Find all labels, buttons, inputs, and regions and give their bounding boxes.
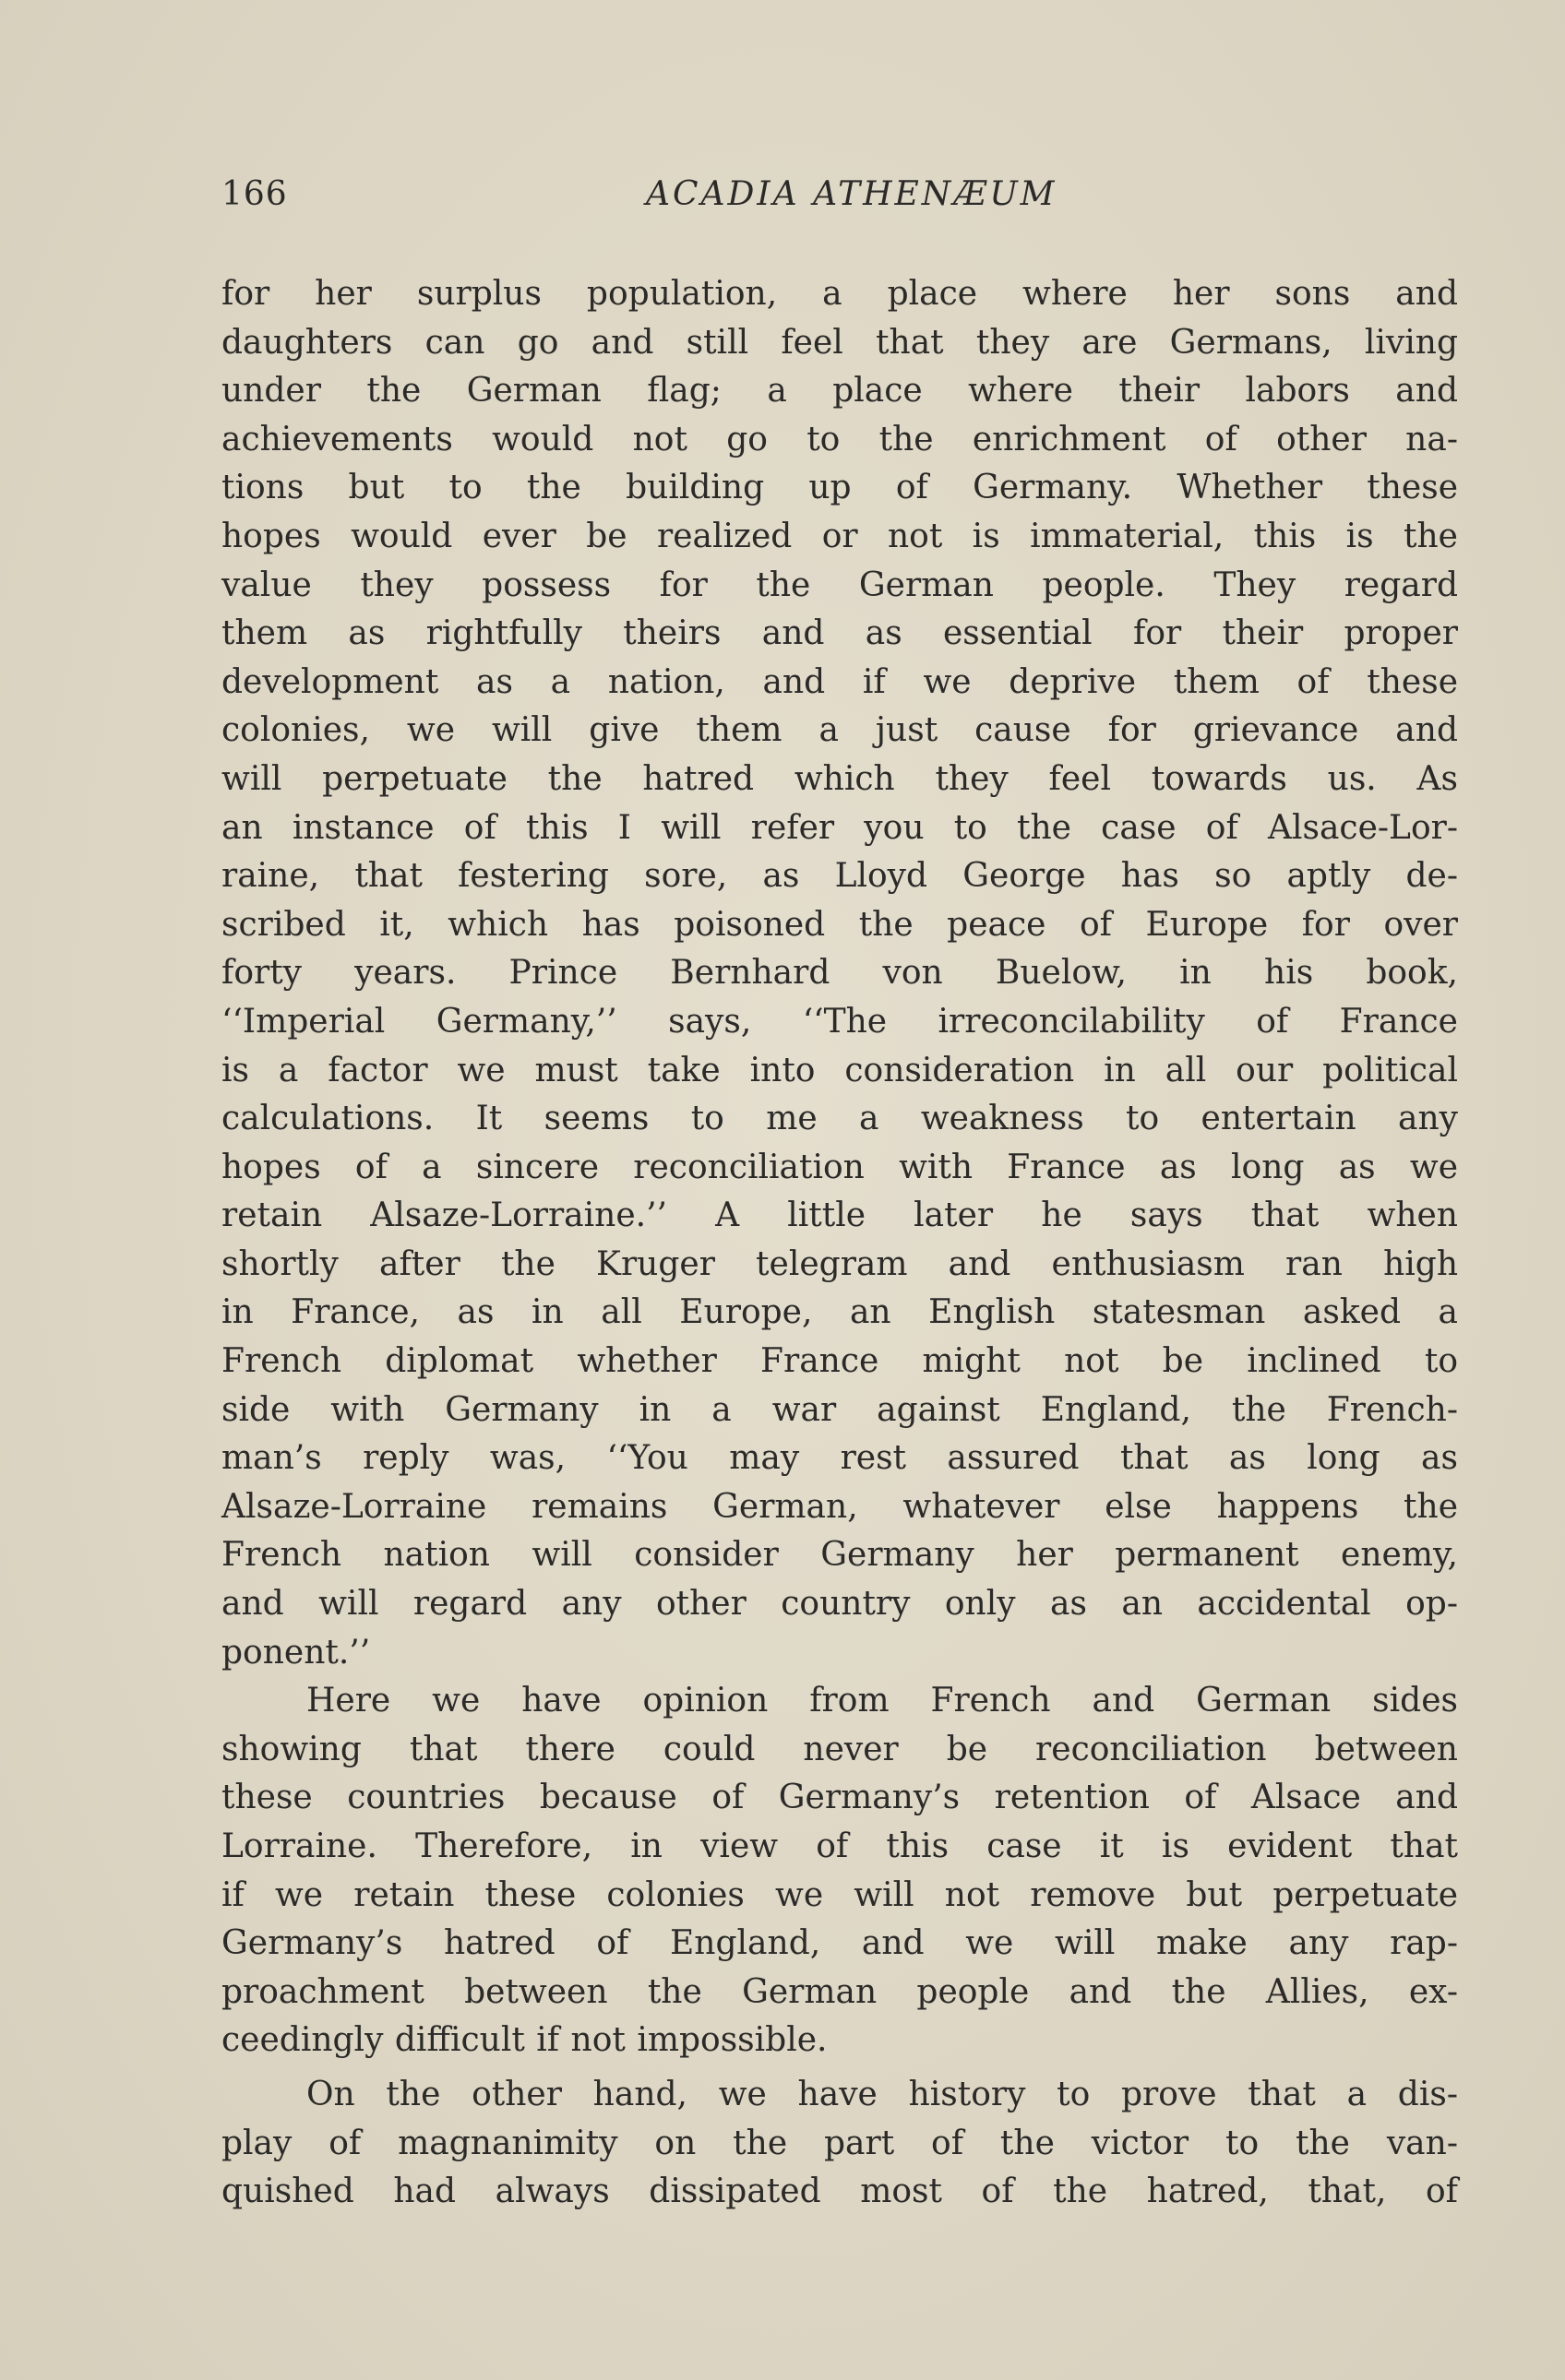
text-line: Germany’s hatred of England, and we will make any rap- bbox=[221, 1924, 1458, 1963]
text-line: if we retain these colonies we will not remove but perpetuate bbox=[221, 1875, 1458, 1914]
paragraph-1 bbox=[221, 270, 1458, 1677]
text-line: play of magnanimity on the part of the victor to the van- bbox=[221, 2124, 1458, 2162]
text-line: will perpetuate the hatred which they feel towards us. As bbox=[221, 759, 1458, 798]
running-title: ACADIA ATHENÆUM bbox=[646, 175, 1057, 213]
text-line: ‘‘Imperial Germany,’’ says, ‘‘The irreconcilability of France bbox=[221, 1002, 1458, 1041]
text-line: French nation will consider Germany her permanent enemy, bbox=[221, 1536, 1458, 1575]
page-header bbox=[221, 175, 1458, 231]
text-line: daughters can go and still feel that they are Germans, living bbox=[221, 323, 1458, 362]
text-line: side with Germany in a war against England, the French- bbox=[221, 1390, 1458, 1429]
text-line: and will regard any other country only as an accidental op- bbox=[221, 1585, 1458, 1624]
text-line: forty years. Prince Bernhard von Buelow, in his book, bbox=[221, 954, 1458, 993]
text-line: scribed it, which has poisoned the peace of Europe for over bbox=[221, 905, 1458, 944]
text-line: hopes of a sincere reconciliation with France as long as we bbox=[221, 1148, 1458, 1186]
text-line: colonies, we will give them a just cause for grievance and bbox=[221, 711, 1458, 750]
text-line: these countries because of Germany’s retention of Alsace and bbox=[221, 1779, 1458, 1817]
text-line: French diplomat whether France might not be inclined to bbox=[221, 1342, 1458, 1381]
text-line: proachment between the German people and the Allies, ex- bbox=[221, 1972, 1458, 2011]
text-line: ceedingly difficult if not impossible. bbox=[221, 2021, 828, 2060]
text-line: showing that there could never be reconciliation between bbox=[221, 1730, 1458, 1768]
text-line: Here we have opinion from French and German sides bbox=[306, 1682, 1458, 1720]
text-line: quished had always dissipated most of the hatred, that, of bbox=[221, 2172, 1458, 2211]
text-line: in France, as in all Europe, an English statesman asked a bbox=[221, 1293, 1458, 1332]
text-line: calculations. It seems to me a weakness to entertain any bbox=[221, 1100, 1458, 1138]
text-line: is a factor we must take into consideration in all our political bbox=[221, 1051, 1458, 1089]
text-line: man’s reply was, ‘‘You may rest assured that as long as bbox=[221, 1439, 1458, 1478]
text-line: On the other hand, we have history to prove that a dis- bbox=[306, 2075, 1458, 2113]
text-line: an instance of this I will refer you to the case of Alsace-Lor- bbox=[221, 808, 1458, 847]
text-line: ponent.’’ bbox=[221, 1633, 371, 1672]
text-line: them as rightfully theirs and as essential for their proper bbox=[221, 614, 1458, 653]
paragraph-3 bbox=[221, 2071, 1458, 2217]
text-line: shortly after the Kruger telegram and enthusiasm ran high bbox=[221, 1244, 1458, 1283]
text-line: tions but to the building up of Germany. Whether these bbox=[221, 469, 1458, 507]
text-line: development as a nation, and if we deprive them of these bbox=[221, 662, 1458, 701]
text-line: retain Alsaze-Lorraine.’’ A little later he says that when bbox=[221, 1196, 1458, 1235]
text-line: Alsaze-Lorraine remains German, whatever else happens the bbox=[221, 1487, 1458, 1526]
text-line: Lorraine. Therefore, in view of this case it is evident that bbox=[221, 1827, 1458, 1865]
text-line: value they possess for the German people. They regard bbox=[221, 565, 1458, 604]
text-line: for her surplus population, a place where her sons and bbox=[221, 275, 1458, 313]
paragraph-2 bbox=[221, 1677, 1458, 2065]
page-number: 166 bbox=[221, 175, 288, 213]
text-line: achievements would not go to the enrichment of other na- bbox=[221, 420, 1458, 458]
text-line: hopes would ever be realized or not is immaterial, this is the bbox=[221, 517, 1458, 555]
text-line: raine, that festering sore, as Lloyd George has so aptly de- bbox=[221, 857, 1458, 896]
text-line: under the German flag; a place where their labors and bbox=[221, 372, 1458, 411]
body-text bbox=[221, 270, 1458, 2217]
